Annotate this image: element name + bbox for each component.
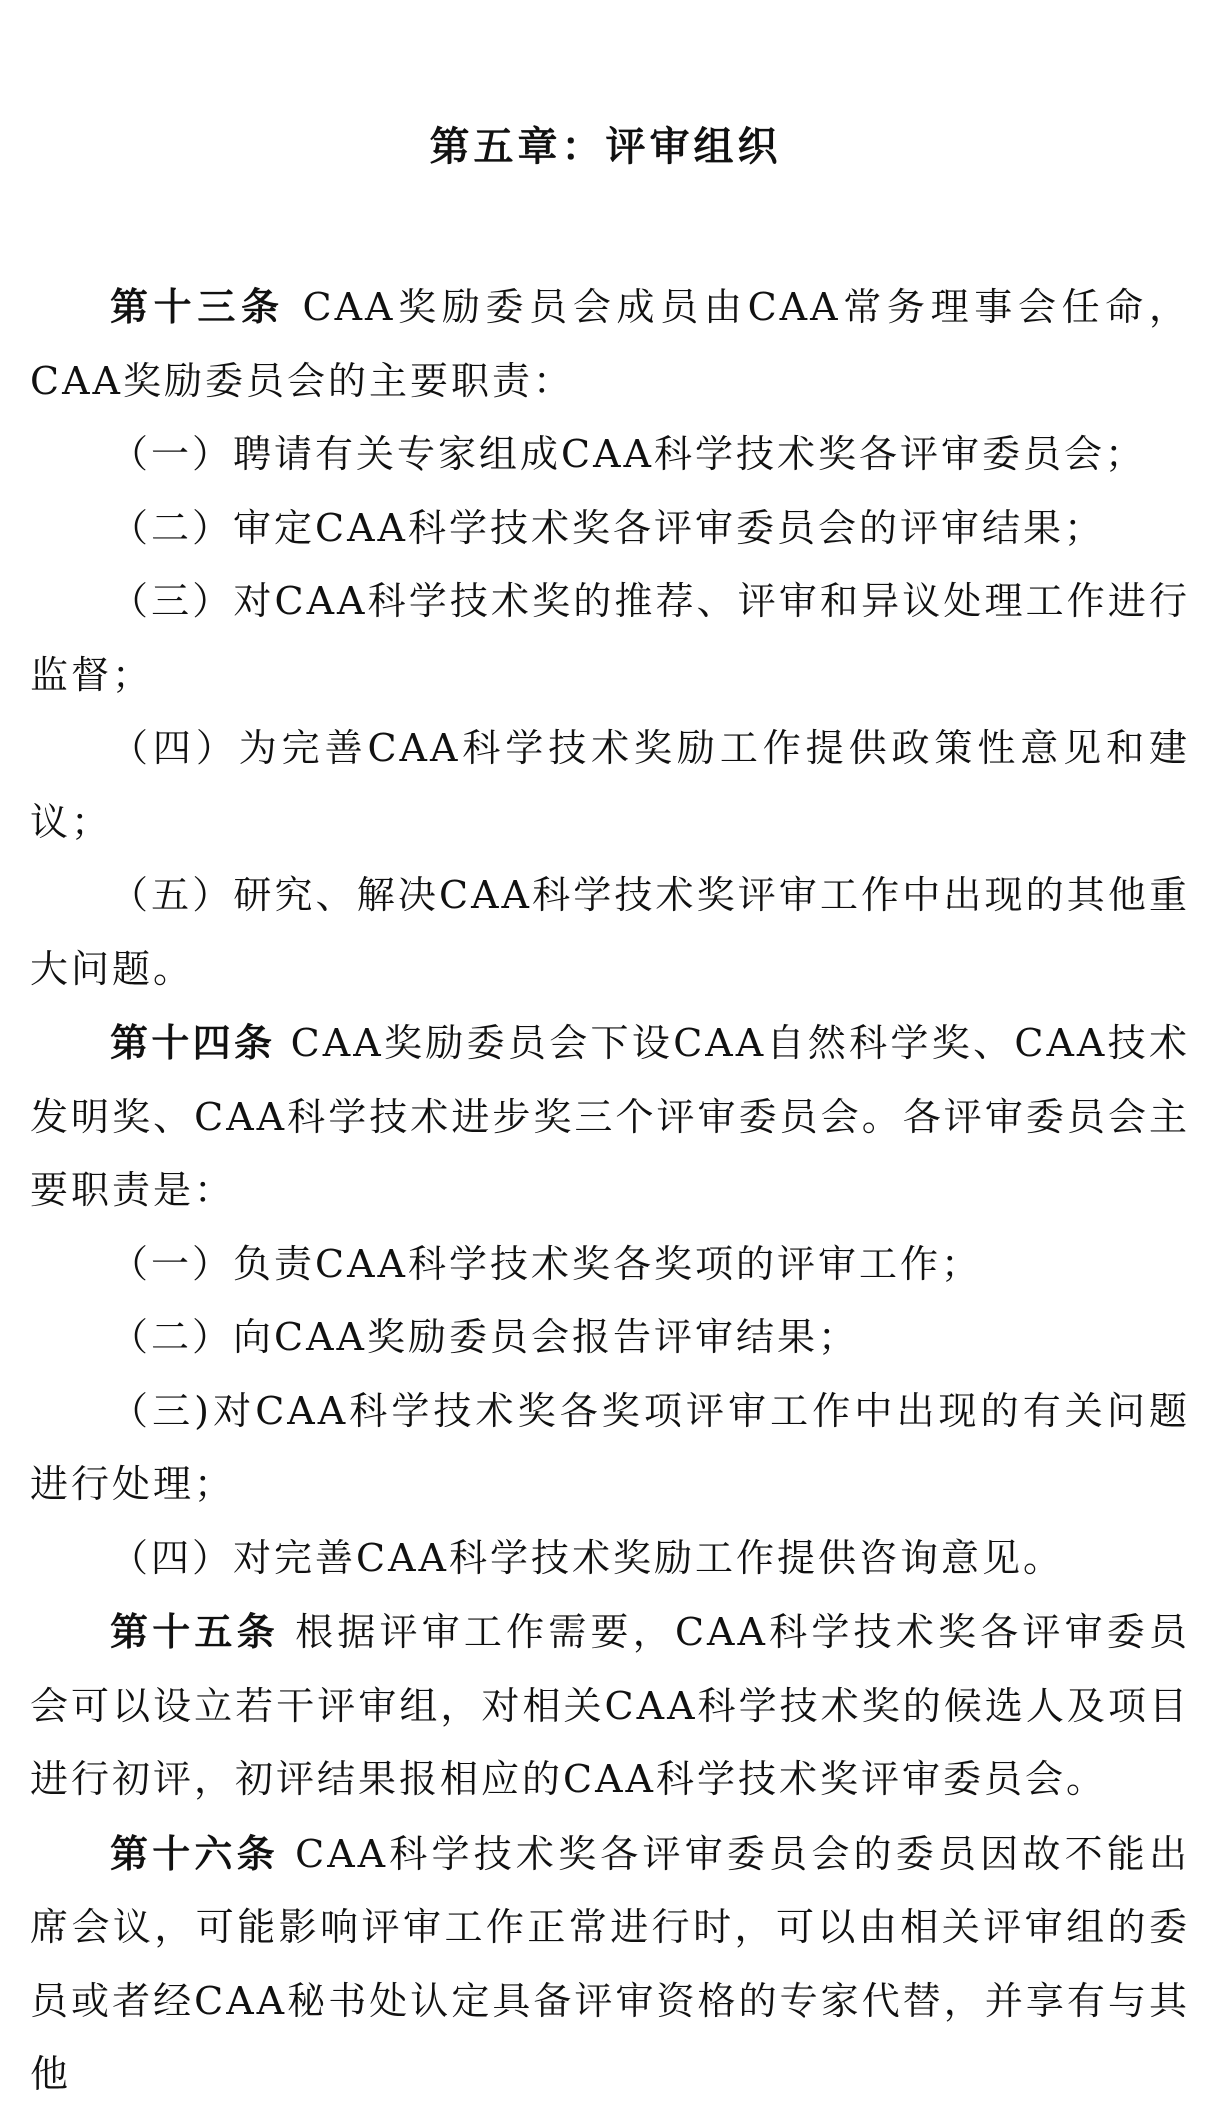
article-16 (30, 1817, 1190, 2112)
article-16-text: CAA科学技术奖各评审委员会的委员因故不能出席会议，可能影响评审工作正常进行时，可以由相关评审组的委员或者经CAA秘书处认定具备评审资格的专家代替，并享有与其他 (30, 1831, 1190, 2096)
article-13-item-4: （四）为完善CAA科学技术奖励工作提供政策性意见和建议； (30, 726, 1190, 844)
chapter-body (30, 270, 1190, 2112)
article-14-text: CAA奖励委员会下设CAA自然科学奖、CAA技术发明奖、CAA科学技术进步奖三个评审委员会。各评审委员会主要职责是： (30, 1021, 1190, 1212)
article-14-item-3: （三)对CAA科学技术奖各奖项评审工作中出现的有关问题进行处理； (30, 1388, 1190, 1506)
article-13-text: CAA奖励委员会成员由CAA常务理事会任命，CAA奖励委员会的主要职责： (30, 285, 1190, 403)
article-14-item-2: （二）向CAA奖励委员会报告评审结果； (110, 1315, 859, 1359)
article-14-item-1: （一）负责CAA科学技术奖各奖项的评审工作； (110, 1241, 982, 1286)
article-15-text: 根据评审工作需要，CAA科学技术奖各评审委员会可以设立若干评审组，对相关CAA科学技术奖的候选人及项目进行初评，初评结果报相应的CAA科学技术奖评审委员会。 (30, 1610, 1190, 1801)
article-15 (30, 1595, 1190, 1817)
article-14-item-4: （四）对完善CAA科学技术奖励工作提供咨询意见。 (110, 1535, 1064, 1580)
chapter-title: 第五章：评审组织 (429, 123, 782, 170)
article-16-number: 第十六条 (110, 1830, 279, 1876)
article-13-item-5: （五）研究、解决CAA科学技术奖评审工作中出现的其他重大问题。 (30, 873, 1190, 991)
article-13-item-2: （二）审定CAA科学技术奖各评审委员会的评审结果； (110, 505, 1105, 550)
article-14-number: 第十四条 (110, 1020, 276, 1065)
article-13-number: 第十三条 (110, 284, 285, 329)
article-13-item-3: （三）对CAA科学技术奖的推荐、评审和异议处理工作进行监督； (30, 579, 1190, 697)
article-13-item-1: （一）聘请有关专家组成CAA科学技术奖各评审委员会； (110, 432, 1146, 476)
article-14-intro (30, 1006, 1190, 1228)
article-13-intro (30, 270, 1190, 418)
article-15-number: 第十五条 (110, 1609, 279, 1654)
